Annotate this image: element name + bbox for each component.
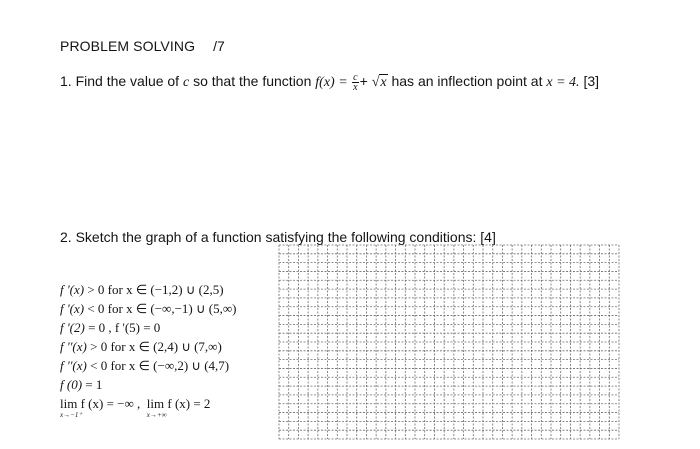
condition-row [60, 375, 236, 394]
page-heading [60, 38, 225, 54]
heading-marks: /7 [213, 38, 225, 54]
q1-frac-den: x [353, 81, 358, 93]
conditions-list [60, 280, 236, 426]
limit-2-expression: f (x) = 2 [164, 396, 211, 411]
limits-row [60, 396, 236, 426]
limit-1 [60, 396, 83, 419]
q1-sqrt [372, 74, 388, 90]
sqrt-symbol: √ [371, 75, 380, 90]
condition-row [60, 299, 236, 318]
condition-rest: > 0 for x ∈ (2,4) ∪ (7,∞) [86, 339, 222, 354]
condition-rest: = 1 [82, 377, 103, 392]
limit-1-word: lim [60, 396, 78, 411]
limit-2-subscript: x→+∞ [146, 411, 167, 419]
condition-function: f ''(x) [60, 339, 87, 354]
limit-2-word: lim [146, 396, 165, 411]
condition-function: f '(x) [60, 301, 85, 316]
condition-row [60, 356, 236, 375]
q2-text: 2. Sketch the graph of a function satisfying the following conditions: [60, 229, 477, 245]
graph-grid-area[interactable] [278, 244, 620, 445]
q1-fraction [352, 73, 358, 92]
q1-plus: + [359, 73, 372, 89]
q1-var-c: c [182, 75, 190, 90]
condition-rest: = 0 , f '(5) = 0 [84, 320, 161, 335]
condition-row [60, 318, 236, 337]
limit-1-subscript: x→−1⁺ [60, 411, 83, 419]
condition-function: f '(x) [60, 282, 85, 297]
q1-lead: 1. Find the value of [60, 73, 183, 89]
q1-at-x: x = 4. [546, 75, 580, 90]
condition-rest: < 0 for x ∈ (−∞,−1) ∪ (5,∞) [84, 301, 237, 316]
question-1 [60, 71, 680, 93]
limit-2 [146, 396, 167, 419]
q1-marks: [3] [583, 73, 600, 89]
condition-function: f '(2) [60, 320, 85, 335]
condition-function: f (0) [60, 377, 83, 392]
heading-title: PROBLEM SOLVING [60, 38, 196, 54]
q1-frac-num: c [353, 71, 358, 83]
condition-row [60, 337, 236, 356]
q2-marks: [4] [480, 229, 496, 245]
sqrt-radicand: x [380, 75, 387, 90]
q1-function-lhs: f(x) = [315, 75, 352, 90]
limit-1-expression: f (x) = −∞ , [77, 396, 141, 411]
q1-tail: has an inflection point at [387, 73, 547, 89]
condition-rest: < 0 for x ∈ (−∞,2) ∪ (4,7) [86, 358, 230, 373]
q1-mid: so that the function [189, 73, 316, 89]
condition-row [60, 280, 236, 299]
graph-grid[interactable] [278, 244, 620, 440]
condition-function: f ''(x) [60, 358, 87, 373]
condition-rest: > 0 for x ∈ (−1,2) ∪ (2,5) [84, 282, 224, 297]
